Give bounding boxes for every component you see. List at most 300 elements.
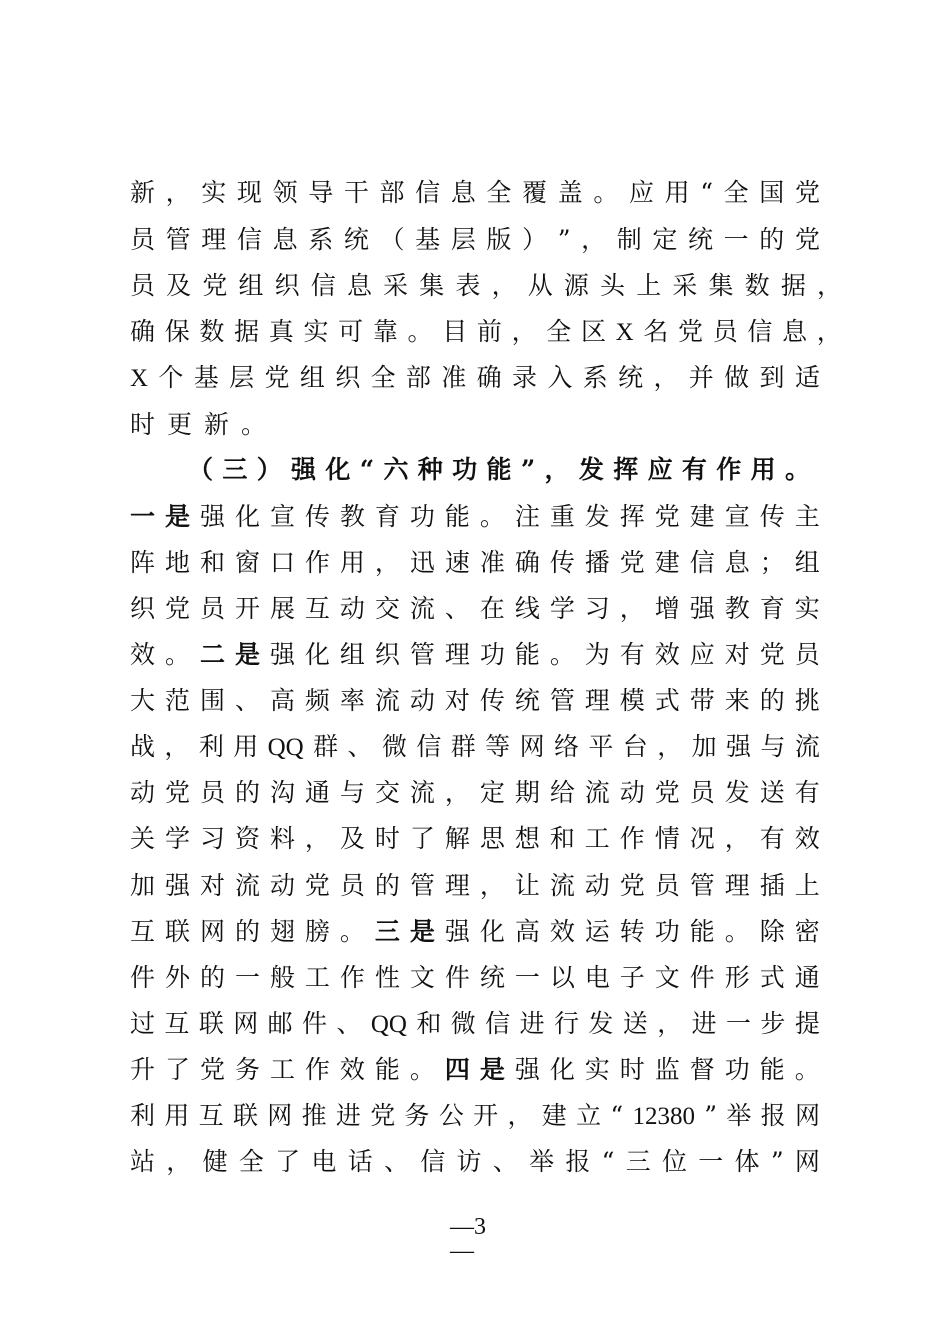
text-char: 党 [759, 640, 785, 669]
text-char: 学 [549, 594, 575, 623]
text-char: 解 [444, 824, 470, 853]
text-char: 阵 [130, 548, 156, 577]
text-char: 发 [584, 502, 610, 531]
text-char: 动 [619, 778, 645, 807]
text-char: 播 [584, 548, 610, 577]
text-char: “ [700, 178, 714, 207]
text-char: 了 [409, 824, 435, 853]
text-char: 利 [130, 1101, 156, 1130]
text-char: 系 [308, 225, 334, 254]
text-char: 。 [794, 1055, 820, 1084]
text-char: 统 [688, 225, 714, 254]
text-char: 有 [794, 778, 820, 807]
text-char: 和 [199, 548, 225, 577]
text-line [130, 963, 820, 993]
text-char: 实 [201, 178, 227, 207]
text-char: 建 [689, 502, 715, 531]
text-char: 统 [618, 363, 644, 392]
text-char: 性 [374, 963, 400, 992]
text-char: 理 [444, 640, 470, 669]
text-line [130, 410, 820, 440]
text-char: 部 [379, 178, 405, 207]
text-char: 适 [794, 363, 820, 392]
text-char: 基 [415, 225, 441, 254]
text-char: 建 [541, 1101, 567, 1130]
text-char: 信 [310, 271, 336, 300]
text-char: 员 [689, 778, 715, 807]
text-char: 互 [130, 917, 156, 946]
text-char: 据 [234, 317, 260, 346]
text-char: 流 [584, 778, 610, 807]
text-char: 目 [442, 317, 468, 346]
text-char: 进 [335, 1101, 361, 1130]
text-char: 名 [643, 317, 669, 346]
text-char: 、 [336, 1009, 362, 1038]
text-char: 数 [199, 317, 225, 346]
text-char: 实 [794, 594, 820, 623]
text-char: 运 [584, 917, 610, 946]
text-char: 给 [549, 778, 575, 807]
text-char: 话 [347, 1147, 373, 1176]
text-char: 台 [622, 732, 648, 761]
text-char: ， [444, 778, 470, 807]
text-char: 沟 [269, 778, 295, 807]
text-char: 员 [654, 871, 680, 900]
text-char: 二 [199, 640, 225, 669]
text-char: 确 [130, 317, 156, 346]
text-char: ， [491, 271, 517, 300]
text-char: 功 [409, 502, 435, 531]
text-char: 料 [269, 824, 295, 853]
text-char: 网 [233, 1009, 259, 1038]
text-char: ） [256, 455, 282, 484]
text-line [130, 548, 820, 578]
text-char: 件 [689, 963, 715, 992]
text-segment: 12380 [632, 1103, 695, 1130]
text-char: 能 [374, 1055, 400, 1084]
text-char: 进 [691, 1009, 717, 1038]
text-char: 电 [584, 963, 610, 992]
text-char: 一 [726, 1009, 752, 1038]
text-char: 确 [476, 363, 502, 392]
text-char: 微 [450, 1009, 476, 1038]
text-char: 上 [794, 871, 820, 900]
text-char: 息 [450, 178, 476, 207]
text-line [130, 778, 820, 808]
text-char: 织 [335, 363, 361, 392]
text-char: 习 [199, 824, 225, 853]
text-char: 密 [794, 917, 820, 946]
text-char: 作 [339, 963, 365, 992]
text-char: 联 [164, 917, 190, 946]
text-char: 强 [726, 732, 752, 761]
text-char: 电 [311, 1147, 337, 1176]
text-char: 功 [724, 1055, 750, 1084]
text-char: 况 [689, 824, 715, 853]
text-char: ， [374, 548, 400, 577]
text-char: 用 [750, 455, 776, 484]
text-char: 信 [416, 732, 442, 761]
text-char: 信 [415, 178, 441, 207]
text-char: 网 [794, 1147, 820, 1176]
text-char: 、 [492, 1147, 518, 1176]
text-char: 新 [204, 410, 230, 439]
page-number-tail: — [450, 1238, 474, 1264]
text-line [130, 594, 820, 624]
text-char: 员 [130, 225, 156, 254]
text-char: 织 [374, 640, 400, 669]
text-char: 利 [198, 732, 224, 761]
text-char: 子 [619, 963, 645, 992]
text-char: 窗 [234, 548, 260, 577]
text-char: 传 [479, 686, 505, 715]
text-char: 传 [549, 548, 575, 577]
text-char: 速 [444, 548, 470, 577]
text-char: 靠 [372, 317, 398, 346]
text-char: 模 [619, 686, 645, 715]
text-char: 健 [202, 1147, 228, 1176]
text-char: 翅 [269, 917, 295, 946]
text-char: 一 [698, 1147, 724, 1176]
text-char: ， [724, 824, 750, 853]
text-line [130, 1009, 820, 1040]
text-segment: X [615, 319, 634, 346]
text-char: 的 [234, 917, 260, 946]
text-char: 的 [374, 871, 400, 900]
text-char: 全 [238, 1147, 264, 1176]
text-char: 为 [584, 640, 610, 669]
text-char: 群 [450, 732, 476, 761]
text-char: 互 [198, 1101, 224, 1130]
text-char: 学 [164, 824, 190, 853]
text-char: 组 [238, 271, 264, 300]
text-line [130, 271, 842, 301]
text-char: 党 [794, 178, 820, 207]
text-char: 及 [339, 824, 365, 853]
text-char: 全 [370, 363, 396, 392]
text-char: ， [657, 732, 683, 761]
text-char: 实 [303, 317, 329, 346]
text-char: 网 [519, 732, 545, 761]
text-char: 对 [444, 686, 470, 715]
text-char: 动 [409, 686, 435, 715]
text-char: 工 [304, 963, 330, 992]
text-char: 工 [584, 824, 610, 853]
text-char: 位 [661, 1147, 687, 1176]
text-char: （ [188, 455, 214, 484]
text-char: 。 [549, 640, 575, 669]
text-char: 效 [130, 640, 156, 669]
text-char: 党 [304, 871, 330, 900]
text-char: 并 [688, 363, 714, 392]
text-char: 报 [565, 1147, 591, 1176]
text-char: 高 [514, 917, 540, 946]
text-char: 对 [199, 871, 225, 900]
text-char: 育 [374, 502, 400, 531]
text-char: 息 [272, 225, 298, 254]
text-char: 进 [519, 1009, 545, 1038]
text-char: 。 [241, 410, 267, 439]
text-char: 部 [405, 363, 431, 392]
text-char: 的 [759, 225, 785, 254]
text-char: 工 [269, 1055, 295, 1084]
text-line [130, 686, 820, 716]
text-line [130, 824, 820, 854]
text-char: 立 [576, 1101, 602, 1130]
text-char: 制 [616, 225, 642, 254]
text-char: 一 [723, 225, 749, 254]
text-char: 源 [563, 271, 589, 300]
text-char: 党 [794, 225, 820, 254]
text-char: 。 [339, 917, 365, 946]
text-char: 基 [193, 363, 219, 392]
text-char: 教 [339, 502, 365, 531]
text-char: 干 [343, 178, 369, 207]
text-char: 联 [232, 1101, 258, 1130]
text-char: 统 [343, 225, 369, 254]
text-line [130, 732, 820, 763]
text-char: 在 [479, 594, 505, 623]
text-char: 全 [546, 317, 572, 346]
text-char: 。 [724, 917, 750, 946]
text-char: 到 [759, 363, 785, 392]
text-char: ， [507, 1101, 533, 1130]
text-char: ， [166, 1147, 192, 1176]
text-char: 息 [346, 271, 372, 300]
text-char: ， [816, 317, 842, 346]
text-char: 。 [784, 455, 810, 484]
text-char: ” [704, 1101, 718, 1130]
text-char: 录 [512, 363, 538, 392]
text-char: 是 [164, 502, 190, 531]
text-char: ， [544, 455, 570, 484]
text-char: 党 [202, 271, 228, 300]
text-char: 以 [549, 963, 575, 992]
text-char: 挥 [613, 455, 639, 484]
text-char: 党 [264, 363, 290, 392]
text-char: 有 [619, 640, 645, 669]
text-char: 提 [794, 1009, 820, 1038]
text-char: 集 [708, 271, 734, 300]
text-char: 功 [654, 917, 680, 946]
text-char: 应 [647, 455, 673, 484]
text-char: 及 [166, 271, 192, 300]
text-char: 平 [588, 732, 614, 761]
text-char: 般 [269, 963, 295, 992]
text-char: 与 [760, 732, 786, 761]
text-char: 、 [234, 686, 260, 715]
text-char: 用 [164, 1101, 190, 1130]
text-char: 时 [619, 1055, 645, 1084]
text-segment: QQ [267, 734, 304, 761]
text-char: 膀 [304, 917, 330, 946]
text-char: 流 [549, 871, 575, 900]
text-char: 交 [374, 594, 400, 623]
text-char: “ [359, 455, 375, 484]
text-char: 流 [409, 778, 435, 807]
text-char: ， [164, 732, 190, 761]
text-char: 党 [619, 548, 645, 577]
text-char: 信 [689, 548, 715, 577]
text-char: 数 [744, 271, 770, 300]
text-char: 公 [438, 1101, 464, 1130]
text-char: 强 [164, 871, 190, 900]
text-char: 加 [130, 871, 156, 900]
text-char: 。 [409, 1055, 435, 1084]
text-char: 党 [654, 778, 680, 807]
text-char: 网 [794, 1101, 820, 1130]
text-char: 通 [794, 963, 820, 992]
text-char: 层 [229, 363, 255, 392]
text-char: 高 [269, 686, 295, 715]
text-char: 理 [584, 686, 610, 715]
text-char: 围 [199, 686, 225, 715]
text-char: 理 [724, 871, 750, 900]
text-char: 流 [794, 732, 820, 761]
text-char: 一 [130, 502, 156, 531]
text-char: ， [653, 363, 679, 392]
text-char: 了 [164, 1055, 190, 1084]
text-char: 、 [383, 1147, 409, 1176]
text-char: 区 [580, 317, 606, 346]
text-char: 大 [130, 686, 156, 715]
text-char: 效 [339, 1055, 365, 1084]
text-char: 。 [479, 502, 505, 531]
text-char: “ [610, 1101, 624, 1130]
text-char: 组 [299, 363, 325, 392]
text-char: 是 [409, 917, 435, 946]
text-char: 信 [747, 317, 773, 346]
text-char: 领 [272, 178, 298, 207]
text-char: 织 [130, 594, 156, 623]
text-char: 三 [625, 1147, 651, 1176]
text-line [188, 455, 810, 485]
text-char: 动 [339, 594, 365, 623]
text-line [130, 640, 820, 670]
text-char: 有 [681, 455, 707, 484]
text-char: 来 [724, 686, 750, 715]
text-char: 用 [664, 178, 690, 207]
text-char: 想 [514, 824, 540, 853]
text-char: ， [479, 871, 505, 900]
text-char: 集 [419, 271, 445, 300]
text-char: 强 [291, 455, 317, 484]
text-char: 送 [759, 778, 785, 807]
text-char: 交 [374, 778, 400, 807]
text-char: 挑 [794, 686, 820, 715]
text-char: 开 [473, 1101, 499, 1130]
text-char: 宣 [269, 502, 295, 531]
text-char: 发 [578, 455, 604, 484]
text-char: 作 [716, 455, 742, 484]
text-char: 织 [274, 271, 300, 300]
text-char: 网 [267, 1101, 293, 1130]
text-char: 等 [485, 732, 511, 761]
text-char: 作 [304, 548, 330, 577]
text-char: 的 [759, 686, 785, 715]
text-char: 新 [130, 178, 156, 207]
text-char: 三 [222, 455, 248, 484]
text-char: 导 [308, 178, 334, 207]
text-char: 群 [313, 732, 339, 761]
text-char: 信 [420, 1147, 446, 1176]
text-char: 送 [622, 1009, 648, 1038]
text-char: 上 [636, 271, 662, 300]
text-char: 育 [759, 594, 785, 623]
text-char: 发 [588, 1009, 614, 1038]
text-char: 是 [479, 1055, 505, 1084]
text-char: 能 [444, 502, 470, 531]
text-char: 络 [553, 732, 579, 761]
text-line [130, 225, 820, 255]
text-char: 和 [416, 1009, 442, 1038]
text-char: 作 [619, 824, 645, 853]
text-char: 覆 [522, 178, 548, 207]
text-line [130, 178, 820, 208]
text-char: 从 [527, 271, 553, 300]
text-char: ” [770, 1147, 784, 1176]
text-char: 件 [302, 1009, 328, 1038]
text-char: 息 [782, 317, 808, 346]
text-char: 开 [234, 594, 260, 623]
text-char: 频 [304, 686, 330, 715]
text-char: 的 [234, 778, 260, 807]
text-char: 线 [514, 594, 540, 623]
text-char: 化 [549, 1055, 575, 1084]
text-char: 组 [794, 548, 820, 577]
text-char: 文 [654, 963, 680, 992]
text-char: 能 [514, 640, 540, 669]
text-char: 应 [689, 640, 715, 669]
text-char: 资 [234, 824, 260, 853]
text-char: 网 [199, 917, 225, 946]
text-line [130, 363, 820, 394]
text-line [130, 317, 842, 348]
text-char: 传 [759, 502, 785, 531]
text-char: 理 [201, 225, 227, 254]
text-char: 员 [130, 271, 156, 300]
text-char: 员 [339, 871, 365, 900]
text-char: 站 [130, 1147, 156, 1176]
text-char: 全 [723, 178, 749, 207]
text-char: 准 [479, 548, 505, 577]
text-char: 息 [724, 548, 750, 577]
text-char: 保 [164, 317, 190, 346]
text-char: ） [522, 225, 548, 254]
text-char: 管 [165, 225, 191, 254]
text-char: 件 [444, 963, 470, 992]
text-segment: X [130, 365, 149, 392]
text-char: 管 [689, 871, 715, 900]
text-char: 党 [164, 594, 190, 623]
text-char: 流 [234, 871, 260, 900]
text-char: 统 [479, 963, 505, 992]
text-char: 信 [485, 1009, 511, 1038]
text-char: 国 [759, 178, 785, 207]
text-char: 动 [584, 871, 610, 900]
text-char: 组 [339, 640, 365, 669]
text-line [130, 1101, 820, 1132]
text-line [130, 1055, 820, 1085]
text-char: 是 [234, 640, 260, 669]
text-char: 动 [130, 778, 156, 807]
text-char: 强 [444, 917, 470, 946]
text-char: 准 [441, 363, 467, 392]
text-char: 教 [724, 594, 750, 623]
text-char: 员 [199, 594, 225, 623]
text-char: 党 [654, 502, 680, 531]
text-char: 。 [593, 178, 619, 207]
